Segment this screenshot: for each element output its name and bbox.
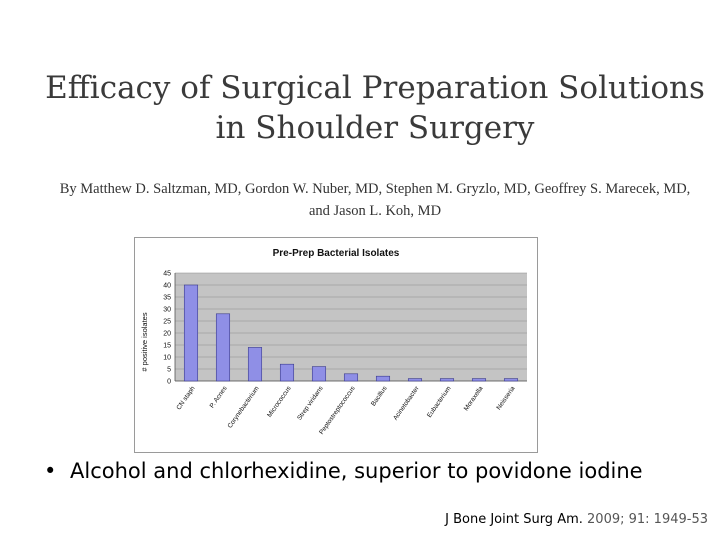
y-tick-label: 45	[163, 270, 171, 278]
chart-svg	[135, 238, 537, 452]
y-tick-label: 20	[163, 330, 171, 338]
y-tick-label: 35	[163, 294, 171, 302]
x-tick-label: CN staph	[175, 385, 197, 412]
author-byline	[30, 178, 720, 222]
x-tick-label: Bacillus	[370, 385, 389, 408]
y-tick-label: 15	[163, 342, 171, 350]
y-tick-label: 10	[163, 354, 171, 362]
bar	[280, 364, 293, 381]
x-tick-label: Peptostreptococcus	[318, 385, 357, 436]
y-tick-label: 5	[167, 366, 171, 374]
bar	[504, 379, 517, 381]
bar	[440, 379, 453, 381]
title-line-2: in Shoulder Surgery	[215, 110, 535, 146]
chart-title: Pre-Prep Bacterial Isolates	[272, 248, 400, 259]
bar	[248, 347, 261, 381]
bullet-text: Alcohol and chlorhexidine, superior to povidone iodine	[70, 459, 643, 483]
bar	[216, 314, 229, 381]
x-tick-label: P. Acnes	[208, 385, 229, 410]
bar	[472, 379, 485, 381]
x-tick-label: Acinetobacter	[392, 385, 421, 422]
x-tick-label: Eubacterium	[425, 385, 453, 420]
bullet-point	[44, 459, 684, 483]
bar	[184, 285, 197, 381]
bar	[312, 367, 325, 381]
x-tick-label: Moraxella	[462, 385, 485, 413]
y-tick-label: 25	[163, 318, 171, 326]
x-tick-label: Neisseria	[495, 385, 517, 412]
citation-details: 2009; 91: 1949-53	[587, 512, 708, 527]
bar	[344, 374, 357, 381]
x-tick-label: Micrococcus	[266, 385, 293, 419]
y-tick-label: 30	[163, 306, 171, 314]
slide-title	[0, 68, 720, 148]
citation-journal: J Bone Joint Surg Am.	[445, 512, 583, 527]
bullet-dot: •	[44, 459, 57, 483]
y-axis-label: # positive isolates	[140, 312, 149, 372]
y-tick-label: 0	[167, 378, 171, 386]
citation	[445, 512, 708, 527]
x-tick-label: Strep viridans	[296, 385, 325, 422]
bar	[408, 379, 421, 381]
y-tick-label: 40	[163, 282, 171, 290]
x-tick-label: Corynebacterium	[226, 385, 261, 430]
bar-chart	[134, 237, 538, 453]
authors-line-2: and Jason L. Koh, MD	[308, 203, 442, 219]
bar	[376, 376, 389, 381]
authors-line-1: By Matthew D. Saltzman, MD, Gordon W. Nuber, MD, Stephen M. Gryzlo, MD, Geoffrey S. Marecek, MD,	[59, 181, 691, 197]
title-line-1: Efficacy of Surgical Preparation Solutions	[45, 70, 705, 106]
